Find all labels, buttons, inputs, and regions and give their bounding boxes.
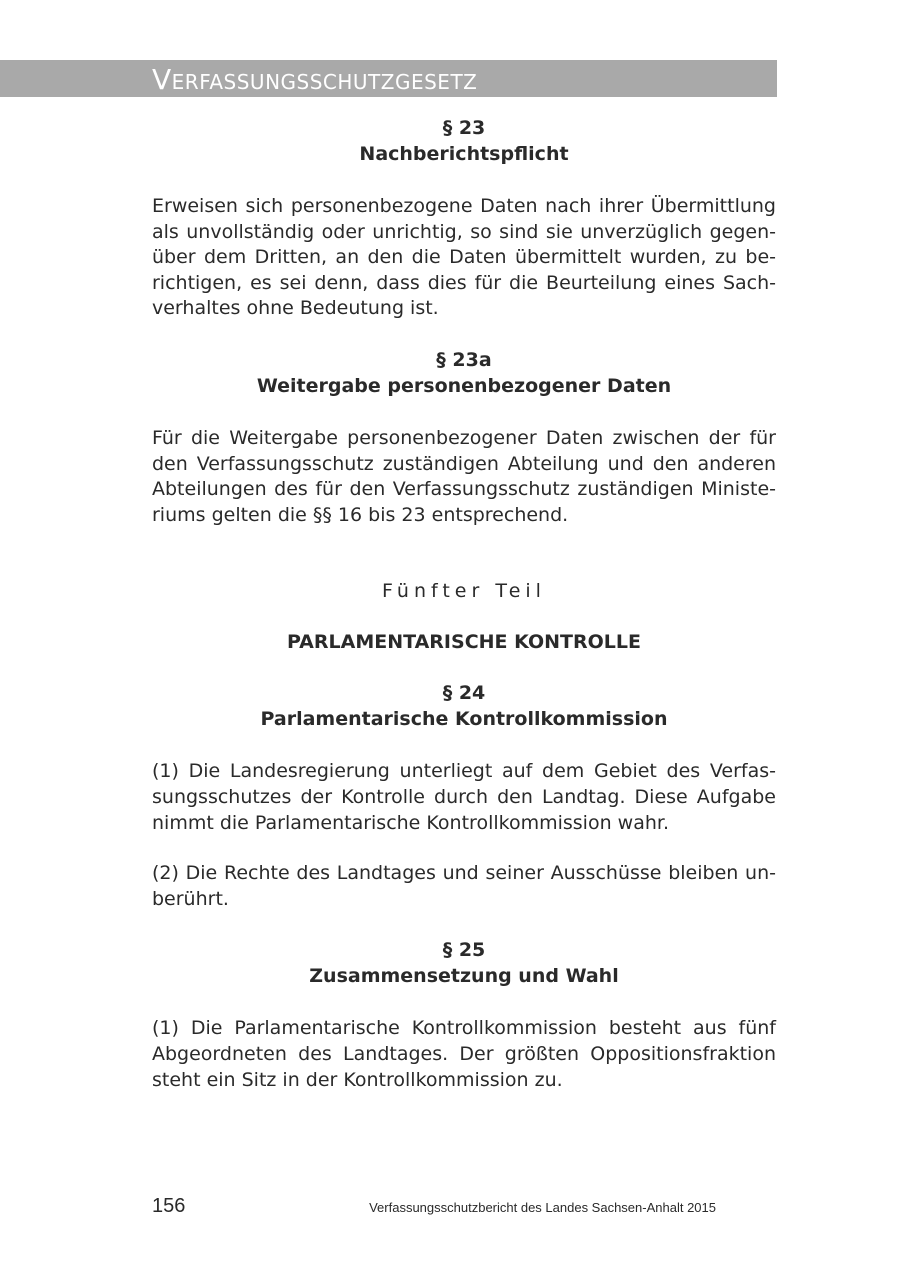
section-title: Zusammensetzung und Wahl — [309, 965, 619, 988]
section-25 — [152, 937, 776, 1093]
section-title: Parlamentarische Kontrollkommission — [260, 708, 668, 731]
part-title: PARLAMENTARISCHE KONTROLLE — [287, 631, 641, 654]
section-paragraph: (1) Die Landesregierung unterliegt auf dem Gebiet des Verfassungsschutzes der Kontrolle durch den Landtag. Diese Aufgabe nimmt die Parlamentarische Kontrollkommission wahr. — [152, 760, 776, 834]
section-title: Nachberichtspflicht — [359, 143, 569, 165]
section-paragraph: Erweisen sich personenbezogene Daten nach ihrer Übermittlung als unvollständig oder unrichtig, so sind sie unverzüglich gegenüber dem Dritten, an den die Daten übermittelt wurden, zu berichtigen, es sei denn, dass dies für die Beurteilung eines Sachverhaltes ohne Bedeutung ist. — [152, 195, 776, 320]
page-content — [152, 115, 776, 1093]
section-number: § 24 — [442, 682, 486, 705]
page-number: 156 — [152, 1195, 186, 1217]
section-number: § 23a — [436, 348, 492, 371]
section-title: Weitergabe personenbezogener Daten — [256, 374, 672, 397]
section-paragraph: (1) Die Parlamentarische Kontrollkommission besteht aus fünf Abgeordneten des Landtages. Der größten Oppositionsfraktion steht ein Sitz in der Kontrollkommission zu. — [152, 1017, 776, 1091]
section-paragraph: (2) Die Rechte des Landtages und seiner Ausschüsse bleiben unberührt. — [152, 862, 776, 910]
section-number: § 23 — [442, 117, 486, 139]
footer-publication-title: Verfassungsschutzbericht des Landes Sachsen-Anhalt 2015 — [369, 1200, 716, 1215]
section-23a — [152, 347, 776, 528]
section-24 — [152, 680, 776, 912]
section-number: § 25 — [442, 939, 486, 962]
part-label: Fünfter Teil — [382, 580, 546, 603]
section-paragraph: Für die Weitergabe personenbezogener Daten zwischen der für den Verfassungsschutz zuständigen Abteilung und den anderen Abteilungen des für den Verfassungsschutz zuständigen Ministeriums gelten die §§ 16 bis 23 entsprechend. — [152, 426, 776, 526]
running-header-title: Verfassungsschutzgesetz — [152, 63, 478, 96]
part-five — [152, 578, 776, 655]
section-23 — [152, 115, 776, 322]
